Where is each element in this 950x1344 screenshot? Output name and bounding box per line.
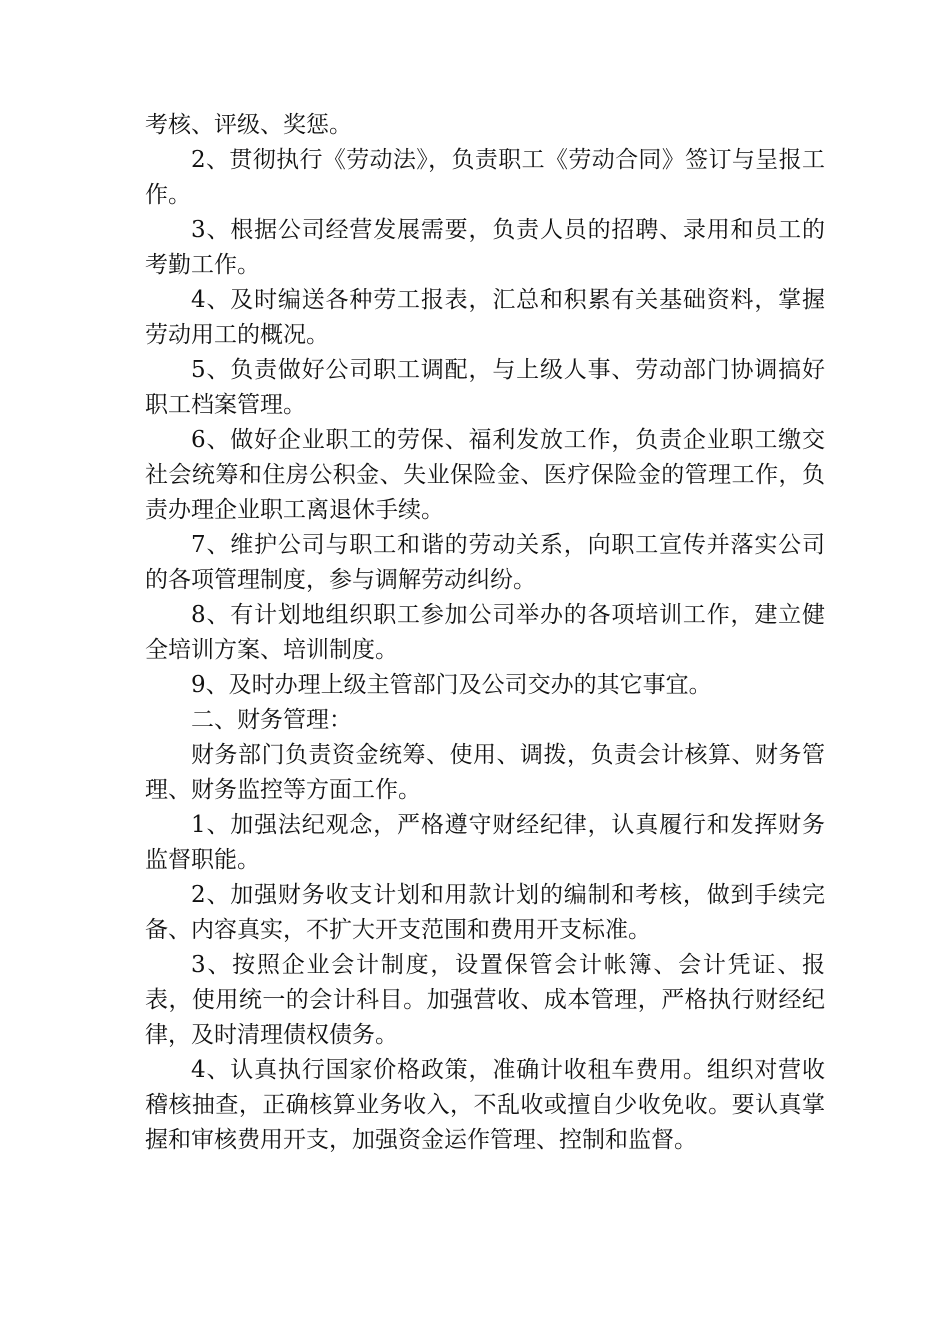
- paragraph-item-9: 9、及时办理上级主管部门及公司交办的其它事宜。: [191, 672, 712, 698]
- paragraph-item-6: 6、做好企业职工的劳保、福利发放工作，负责企业职工缴交社会统筹和住房公积金、失业保险金、医疗保险金的管理工作，负责办理企业职工离退休手续。: [145, 427, 825, 523]
- document-page: [145, 108, 825, 1158]
- paragraph-item-8: 8、有计划地组织职工参加公司举办的各项培训工作，建立健全培训方案、培训制度。: [145, 602, 825, 663]
- paragraph-item-3: 3、根据公司经营发展需要，负责人员的招聘、录用和员工的考勤工作。: [145, 217, 825, 278]
- paragraph-continuation: 考核、评级、奖惩。: [145, 112, 352, 138]
- paragraph-finance-item-2: 2、加强财务收支计划和用款计划的编制和考核，做到手续完备、内容真实，不扩大开支范围和费用开支标准。: [145, 882, 825, 943]
- paragraph-item-4: 4、及时编送各种劳工报表，汇总和积累有关基础资料，掌握劳动用工的概况。: [145, 287, 825, 348]
- paragraph-finance-item-1: 1、加强法纪观念，严格遵守财经纪律，认真履行和发挥财务监督职能。: [145, 812, 825, 873]
- paragraph-item-7: 7、维护公司与职工和谐的劳动关系，向职工宣传并落实公司的各项管理制度，参与调解劳动纠纷。: [145, 532, 825, 593]
- paragraph-finance-item-3: 3、按照企业会计制度，设置保管会计帐簿、会计凭证、报表，使用统一的会计科目。加强营收、成本管理，严格执行财经纪律，及时清理债权债务。: [145, 952, 825, 1048]
- paragraph-item-5: 5、负责做好公司职工调配，与上级人事、劳动部门协调搞好职工档案管理。: [145, 357, 825, 418]
- section-heading-finance: 二、财务管理：: [191, 707, 352, 733]
- paragraph-item-2: 2、贯彻执行《劳动法》，负责职工《劳动合同》签订与呈报工作。: [145, 147, 825, 208]
- paragraph-finance-intro: 财务部门负责资金统筹、使用、调拨，负责会计核算、财务管理、财务监控等方面工作。: [145, 742, 825, 803]
- paragraph-finance-item-4: 4、认真执行国家价格政策，准确计收租车费用。组织对营收稽核抽查，正确核算业务收入，不乱收或擅自少收免收。要认真掌握和审核费用开支，加强资金运作管理、控制和监督。: [145, 1057, 825, 1153]
